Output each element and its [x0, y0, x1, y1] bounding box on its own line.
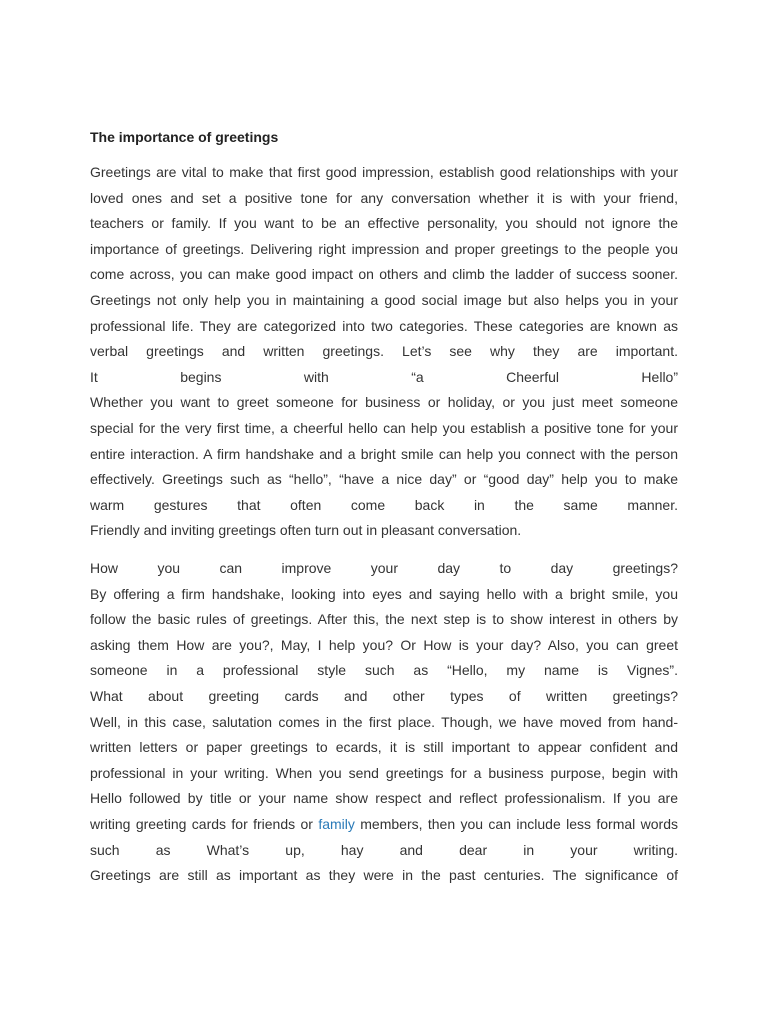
article-title: The importance of greetings — [90, 129, 279, 145]
text-line: Well, in this case, salutation comes in the first place. Though, we have moved from hand- — [90, 713, 678, 730]
text-line: Friendly and inviting greetings often turn out in pleasant conversation. — [90, 522, 522, 539]
link-line-before: writing greeting cards for friends or — [90, 815, 319, 832]
text-line: come across, you can make good impact on others and climb the ladder of success sooner. — [90, 266, 678, 283]
text-line: effectively. Greetings such as “hello”, “have a nice day” or “good day” help you to make — [90, 471, 678, 488]
text-line: such as What’s up, hay and dear in your writing. — [90, 841, 678, 858]
paragraph-2 — [90, 556, 678, 889]
text-line: someone in a professional style such as “Hello, my name is Vignes”. — [90, 662, 678, 679]
paragraph-1 — [90, 160, 678, 544]
text-line: professional in your writing. When you send greetings for a business purpose, begin with — [90, 764, 678, 781]
text-line: Whether you want to greet someone for business or holiday, or you just meet someone — [90, 394, 678, 411]
text-line: Greetings are vital to make that first good impression, establish good relationships with your — [90, 164, 678, 180]
text-line: Greetings not only help you in maintaining a good social image but also helps you in your — [90, 291, 678, 308]
text-line: Greetings are still as important as they were in the past centuries. The significance of — [90, 867, 678, 884]
text-line: asking them How are you?, May, I help you? Or How is your day? Also, you can greet — [90, 636, 678, 653]
family-link[interactable]: family — [318, 815, 355, 832]
text-line: loved ones and set a positive tone for any conversation whether it is with your friend, — [90, 189, 678, 206]
text-line: Hello followed by title or your name show respect and reflect professionalism. If you are — [90, 790, 678, 807]
text-line: warm gestures that often come back in the same manner. — [90, 496, 678, 513]
text-line: entire interaction. A firm handshake and a bright smile can help you connect with the person — [90, 445, 678, 462]
text-line: It begins with “a Cheerful Hello” — [90, 368, 678, 385]
text-line: professional life. They are categorized into two categories. These categories are known as — [90, 317, 678, 334]
text-line: What about greeting cards and other types of written greetings? — [90, 687, 678, 704]
text-line: follow the basic rules of greetings. After this, the next step is to show interest in others by — [90, 611, 678, 628]
text-line-with-link — [90, 812, 678, 838]
text-line: importance of greetings. Delivering right impression and proper greetings to the people you — [90, 240, 678, 257]
text-line: teachers or family. If you want to be an effective personality, you should not ignore the — [90, 215, 678, 232]
text-line: verbal greetings and written greetings. Let’s see why they are important. — [90, 343, 678, 360]
text-line: written letters or paper greetings to ecards, it is still important to appear confident and — [90, 739, 678, 756]
link-line-after: members, then you can include less formal words — [354, 815, 678, 832]
text-line: How you can improve your day to day greetings? — [90, 560, 678, 576]
text-line: By offering a firm handshake, looking into eyes and saying hello with a bright smile, you — [90, 585, 678, 602]
text-line: special for the very first time, a cheerful hello can help you establish a positive tone for your — [90, 419, 678, 436]
